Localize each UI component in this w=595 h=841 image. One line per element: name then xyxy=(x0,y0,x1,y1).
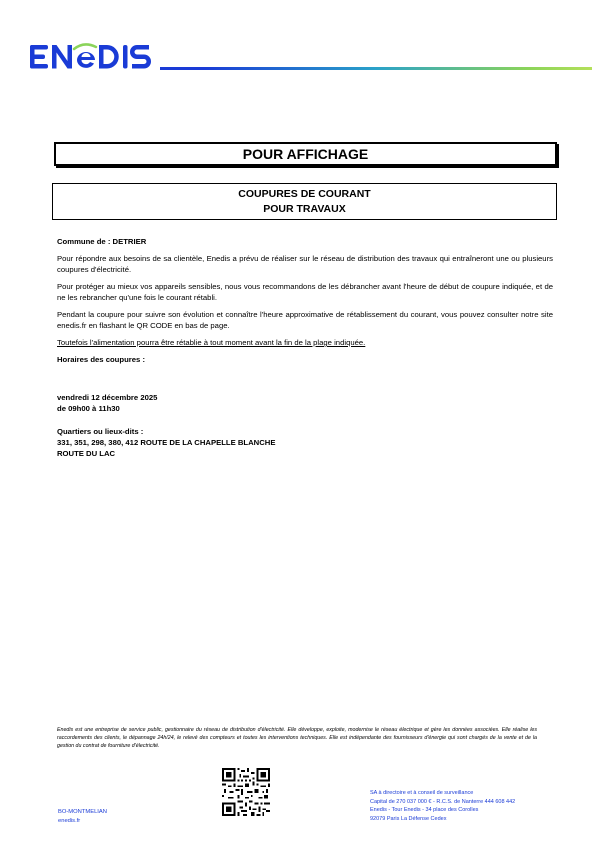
commune-label: Commune de : DETRIER xyxy=(57,237,147,246)
paragraph-protection: Pour protéger au mieux vos appareils sensibles, nous vous recommandons de les débrancher avant l'heure de début de coupure indiquée, et de ne les rebrancher qu'une fois le courant rétabli. xyxy=(57,282,553,302)
footer-address-2: 92079 Paris La Défense Cedex xyxy=(370,815,447,822)
notice-title-box xyxy=(52,183,557,220)
qr-code-icon[interactable] xyxy=(222,768,270,816)
paragraph-follow-up: Pendant la coupure pour suivre son évolution et connaître l'heure approximative de rétablissement du courant, vous pouvez consulter notre site enedis.fr en flashant le QR CODE en bas de page. xyxy=(57,310,553,330)
locations-line2: ROUTE DU LAC xyxy=(57,449,116,458)
notice-body xyxy=(57,236,553,459)
notice-title-line2: POUR TRAVAUX xyxy=(263,203,346,215)
footer-capital: Capital de 270 037 000 € - R.C.S. de Nanterre 444 608 442 xyxy=(370,798,516,805)
footer-legal-note: Enedis est une entreprise de service public, gestionnaire du réseau de distribution d'électricité. Elle développe, exploite, modernise le réseau électrique et gère les données associées. Elle réalise les raccordements des clients, le dépannage 24h/24, le relevé des compteurs et toutes les interventions techniques. Elle est indépendante des fournisseurs d'énergie qui sont chargés de la vente et de la gestion du contrat de fourniture d'électricité. xyxy=(57,727,537,749)
warning-text: Toutefois l'alimentation pourra être rétablie à tout moment avant la fin de la plage indiquée. xyxy=(57,338,366,347)
paragraph-intro: Pour répondre aux besoins de sa clientèle, Enedis a prévu de réaliser sur le réseau de distribution des travaux qui entraîneront une ou plusieurs coupures d'électricité. xyxy=(57,254,553,274)
enedis-logo xyxy=(30,42,156,72)
notice-title-line1: COUPURES DE COURANT xyxy=(238,188,371,200)
footer-website-link[interactable]: enedis.fr xyxy=(58,817,81,824)
locations-line1: 331, 351, 298, 380, 412 ROUTE DE LA CHAPELLE BLANCHE xyxy=(57,438,276,447)
banner-box xyxy=(54,142,557,166)
schedule-label: Horaires des coupures : xyxy=(57,355,146,364)
header-gradient-line xyxy=(160,67,592,70)
locations-label: Quartiers ou lieux-dits : xyxy=(57,427,144,436)
banner-title: POUR AFFICHAGE xyxy=(242,146,369,162)
schedule-date: vendredi 12 décembre 2025 xyxy=(57,393,158,402)
footer-right xyxy=(370,789,515,823)
footer-agency: BO-MONTMELIAN xyxy=(58,809,107,815)
footer-address-1: Enedis - Tour Enedis - 34 place des Corolles xyxy=(370,807,479,813)
schedule-time: de 09h00 à 11h30 xyxy=(57,404,120,413)
footer-left xyxy=(58,808,107,825)
footer-company-type: SA à directoire et à conseil de surveillance xyxy=(370,790,474,796)
